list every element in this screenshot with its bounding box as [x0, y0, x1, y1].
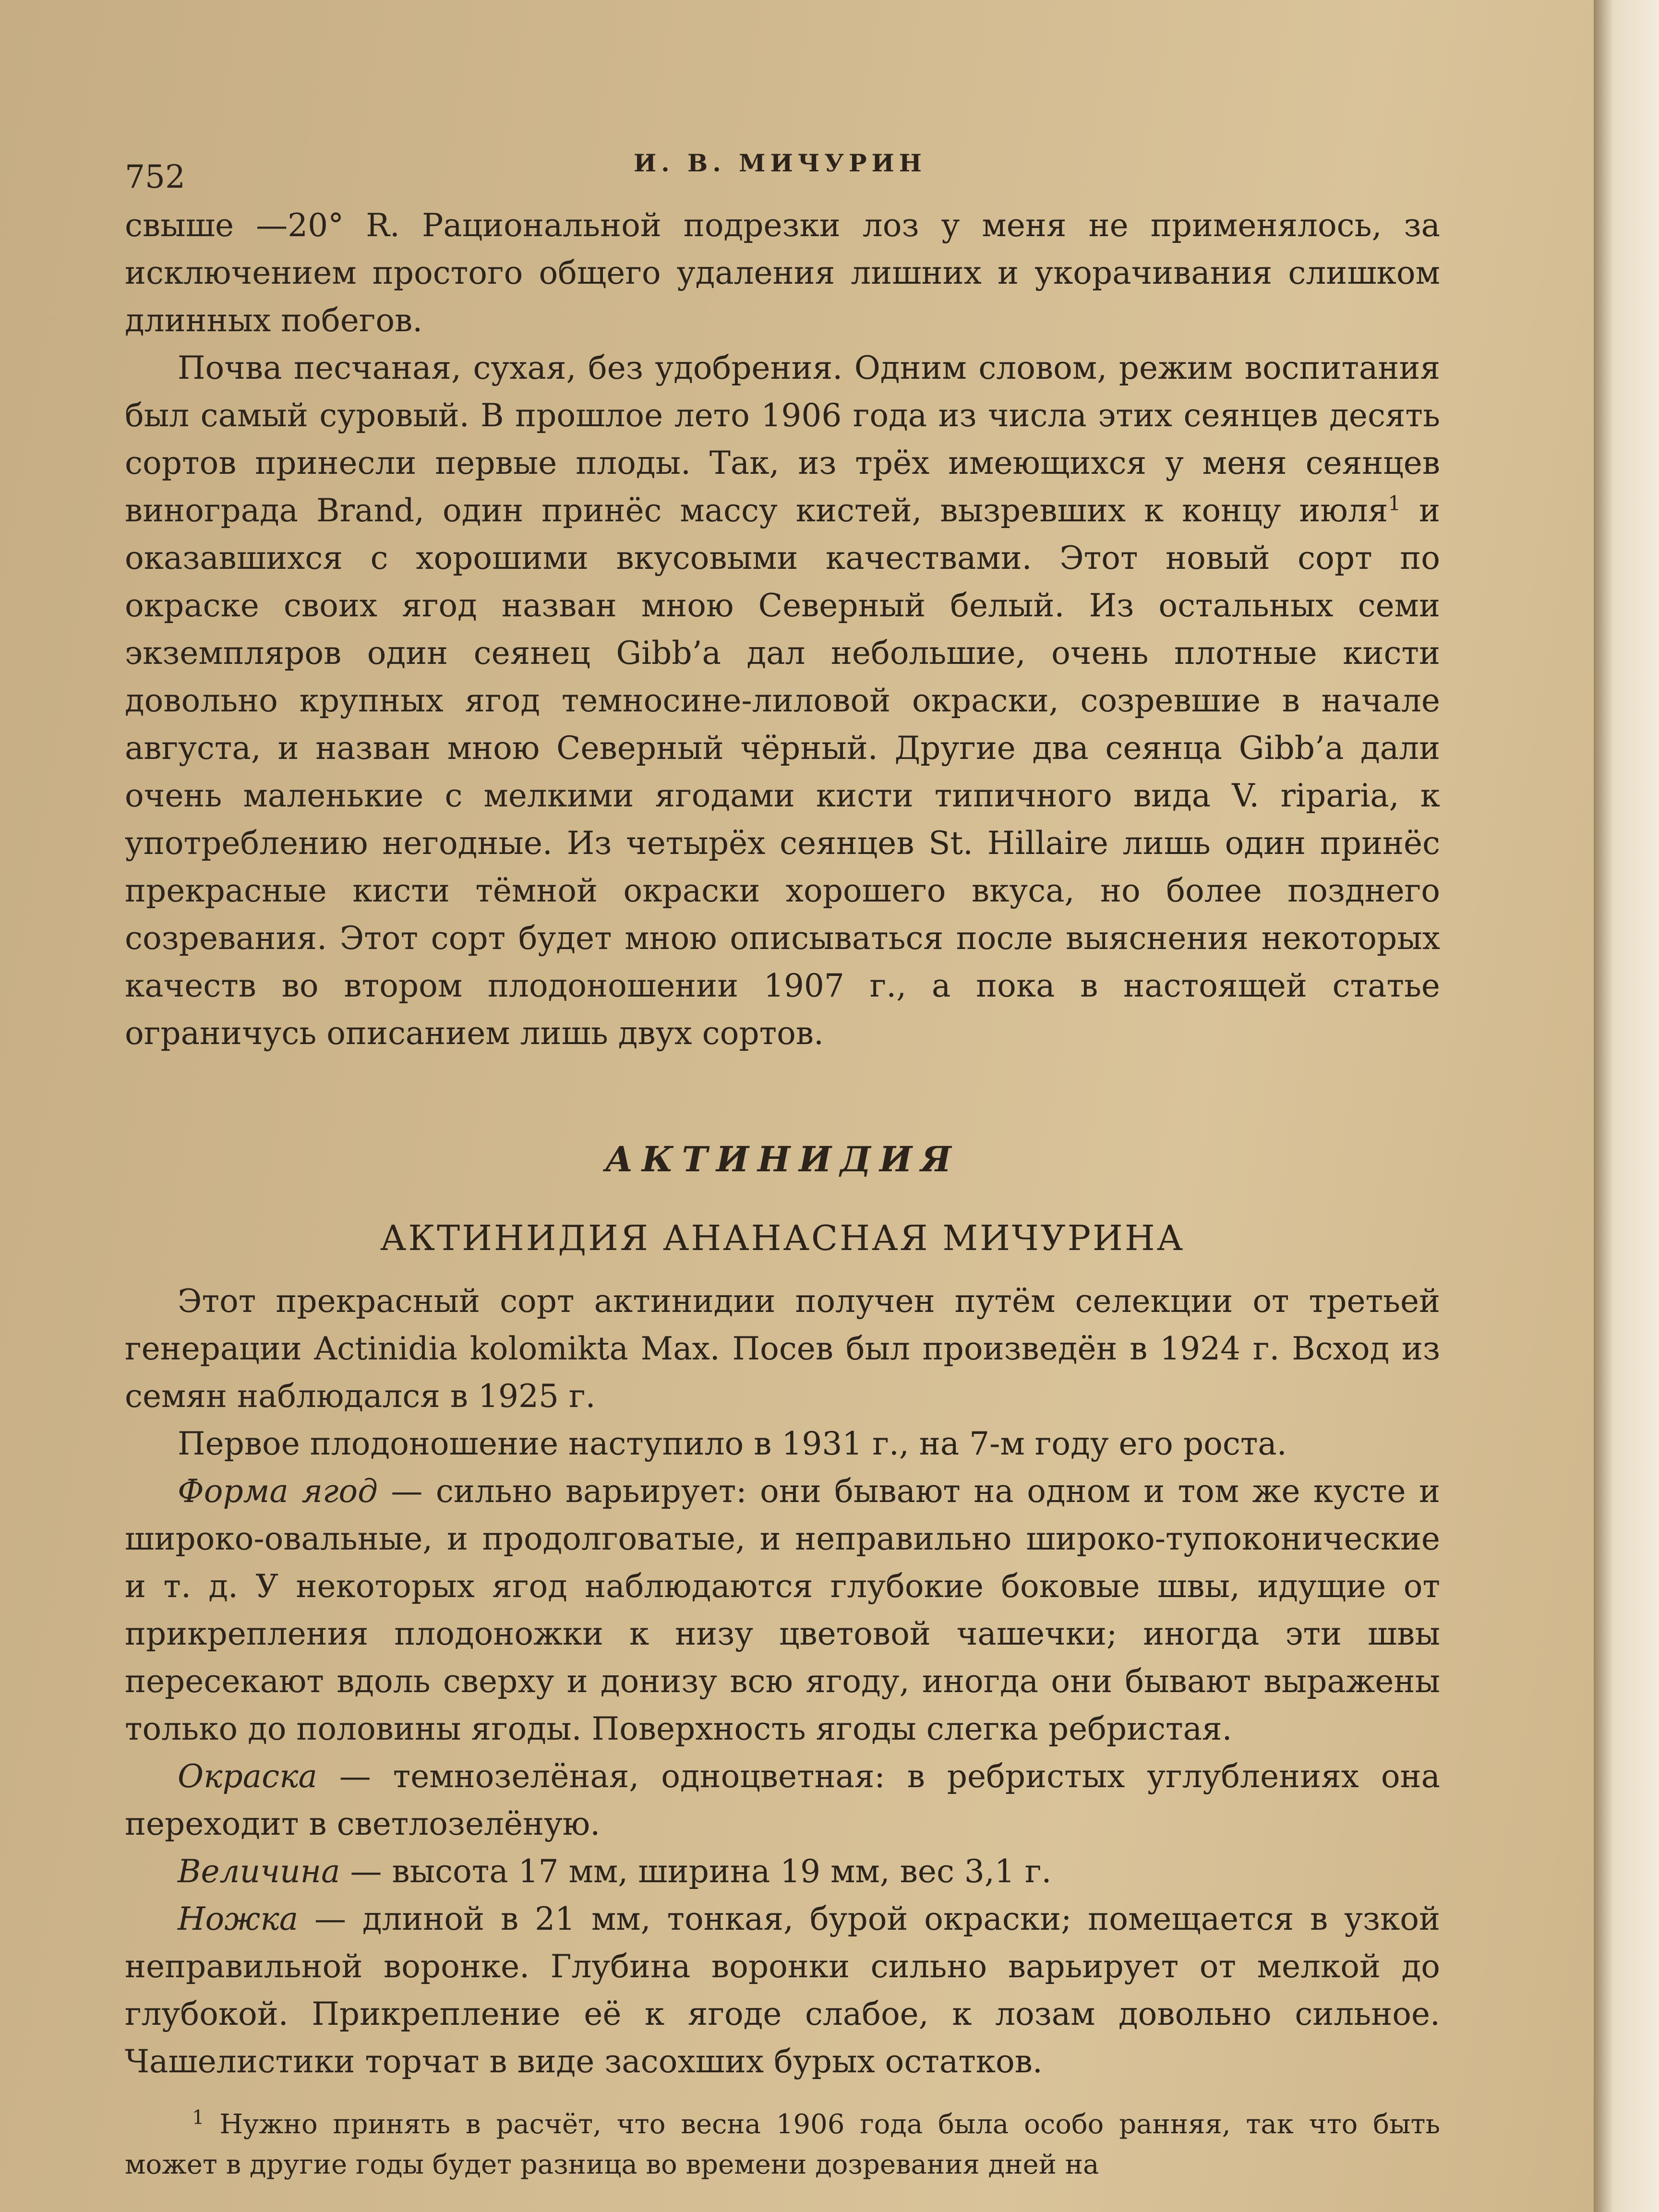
- body-paragraph-stem: [125, 1895, 1440, 2085]
- size-text: — высота 17 мм, ширина 19 мм, вес 3,1 г.: [340, 1853, 1052, 1890]
- footnote-mark: 1: [192, 2106, 204, 2129]
- page-content: [125, 144, 1440, 2185]
- body-paragraph-color: [125, 1753, 1440, 1848]
- shape-text: — сильно варьирует: они бывают на одном и том же кусте и широко-овальные, и продолговатые, и неправильно широко-тупоконические и т. д. У некоторых ягод наблюдаются глубокие боковые швы, идущие от прикрепления плодоножки к низу цветовой чашечки; иногда эти швы пересекают вдоль сверху и донизу всю ягоду, иногда они бывают выражены только до половины ягоды. Поверхность ягоды слегка ребристая.: [125, 1473, 1441, 1747]
- intro-paragraph-2-text-b: и оказавшихся с хорошими вкусовыми качествами. Этот новый сорт по окраске своих ягод назван мною Северный белый. Из остальных семи экземпляров один сеянец Gibb’a дал небольшие, очень плотные кисти довольно крупных ягод темносине-лиловой окраски, созревшие в начале августа, и назван мною Северный чёрный. Другие два сеянца Gibb’a дали очень маленькие с мелкими ягодами кисти типичного вида V. riparia, к употреблению негодные. Из четырёх сеянцев St. Hillaire лишь один принёс прекрасные кисти тёмной окраски хорошего вкуса, но более позднего созревания. Этот сорт будет мною описываться после выяснения некоторых качеств во втором плодоношении 1907 г., а пока в настоящей статье ограничусь описанием лишь двух сортов.: [125, 492, 1441, 1052]
- body-paragraph-2: Первое плодоношение наступило в 1931 г., на 7-м году его роста.: [178, 1425, 1287, 1462]
- footnote-text: Нужно принять в расчёт, что весна 1906 года была особо ранняя, так что быть может в другие годы будет разница во времени дозревания дней на: [125, 2109, 1440, 2180]
- intro-paragraph-1: свыше —20° R. Рациональной подрезки лоз у меня не применялось, за исключением простого общего удаления лишних и укорачивания слишком длинных побегов.: [125, 207, 1440, 339]
- color-text: — темнозелёная, одноцветная: в ребристых углублениях она переходит в светлозелёную.: [125, 1758, 1440, 1842]
- size-label: Величина: [178, 1853, 340, 1890]
- section-subtitle: АКТИНИДИЯ АНАНАСНАЯ МИЧУРИНА: [380, 1218, 1185, 1258]
- body-paragraph-1: Этот прекрасный сорт актинидии получен путём селекции от третьей генерации Actinidia kolomikta Max. Посев был произведён в 1924 г. Всход из семян наблюдался в 1925 г.: [125, 1283, 1440, 1415]
- stem-label: Ножка: [178, 1900, 299, 1937]
- footnote: [125, 2104, 1440, 2185]
- shape-label: Форма ягод: [178, 1473, 378, 1510]
- running-head: И. В. МИЧУРИН: [634, 149, 927, 177]
- body-paragraph-shape: [125, 1467, 1440, 1753]
- intro-paragraph-2-text-a: Почва песчаная, сухая, без удобрения. Одним словом, режим воспитания был самый суровый. В прошлое лето 1906 года из числа этих сеянцев десять сортов принесли первые плоды. Так, из трёх имеющихся у меня сеянцев винограда Brand, один принёс массу кистей, вызревших к концу июля: [125, 349, 1440, 529]
- color-label: Окраска: [178, 1758, 317, 1795]
- page-number: 752: [125, 158, 185, 195]
- stem-text: — длиной в 21 мм, тонкая, бурой окраски; помещается в узкой неправильной воронке. Глубина воронки сильно варьирует от мелкой до глубокой. Прикрепление её к ягоде слабое, к лозам довольно сильное. Чашелистики торчат в виде засохших бурых остатков.: [125, 1900, 1440, 2080]
- body-paragraph-size: [125, 1848, 1440, 1895]
- book-spine-edge: [1594, 0, 1659, 2212]
- section-title: АКТИНИДИЯ: [605, 1139, 960, 1179]
- page-header: [125, 144, 1440, 202]
- footnote-reference: 1: [1388, 492, 1401, 515]
- intro-paragraph-2: [125, 344, 1440, 1057]
